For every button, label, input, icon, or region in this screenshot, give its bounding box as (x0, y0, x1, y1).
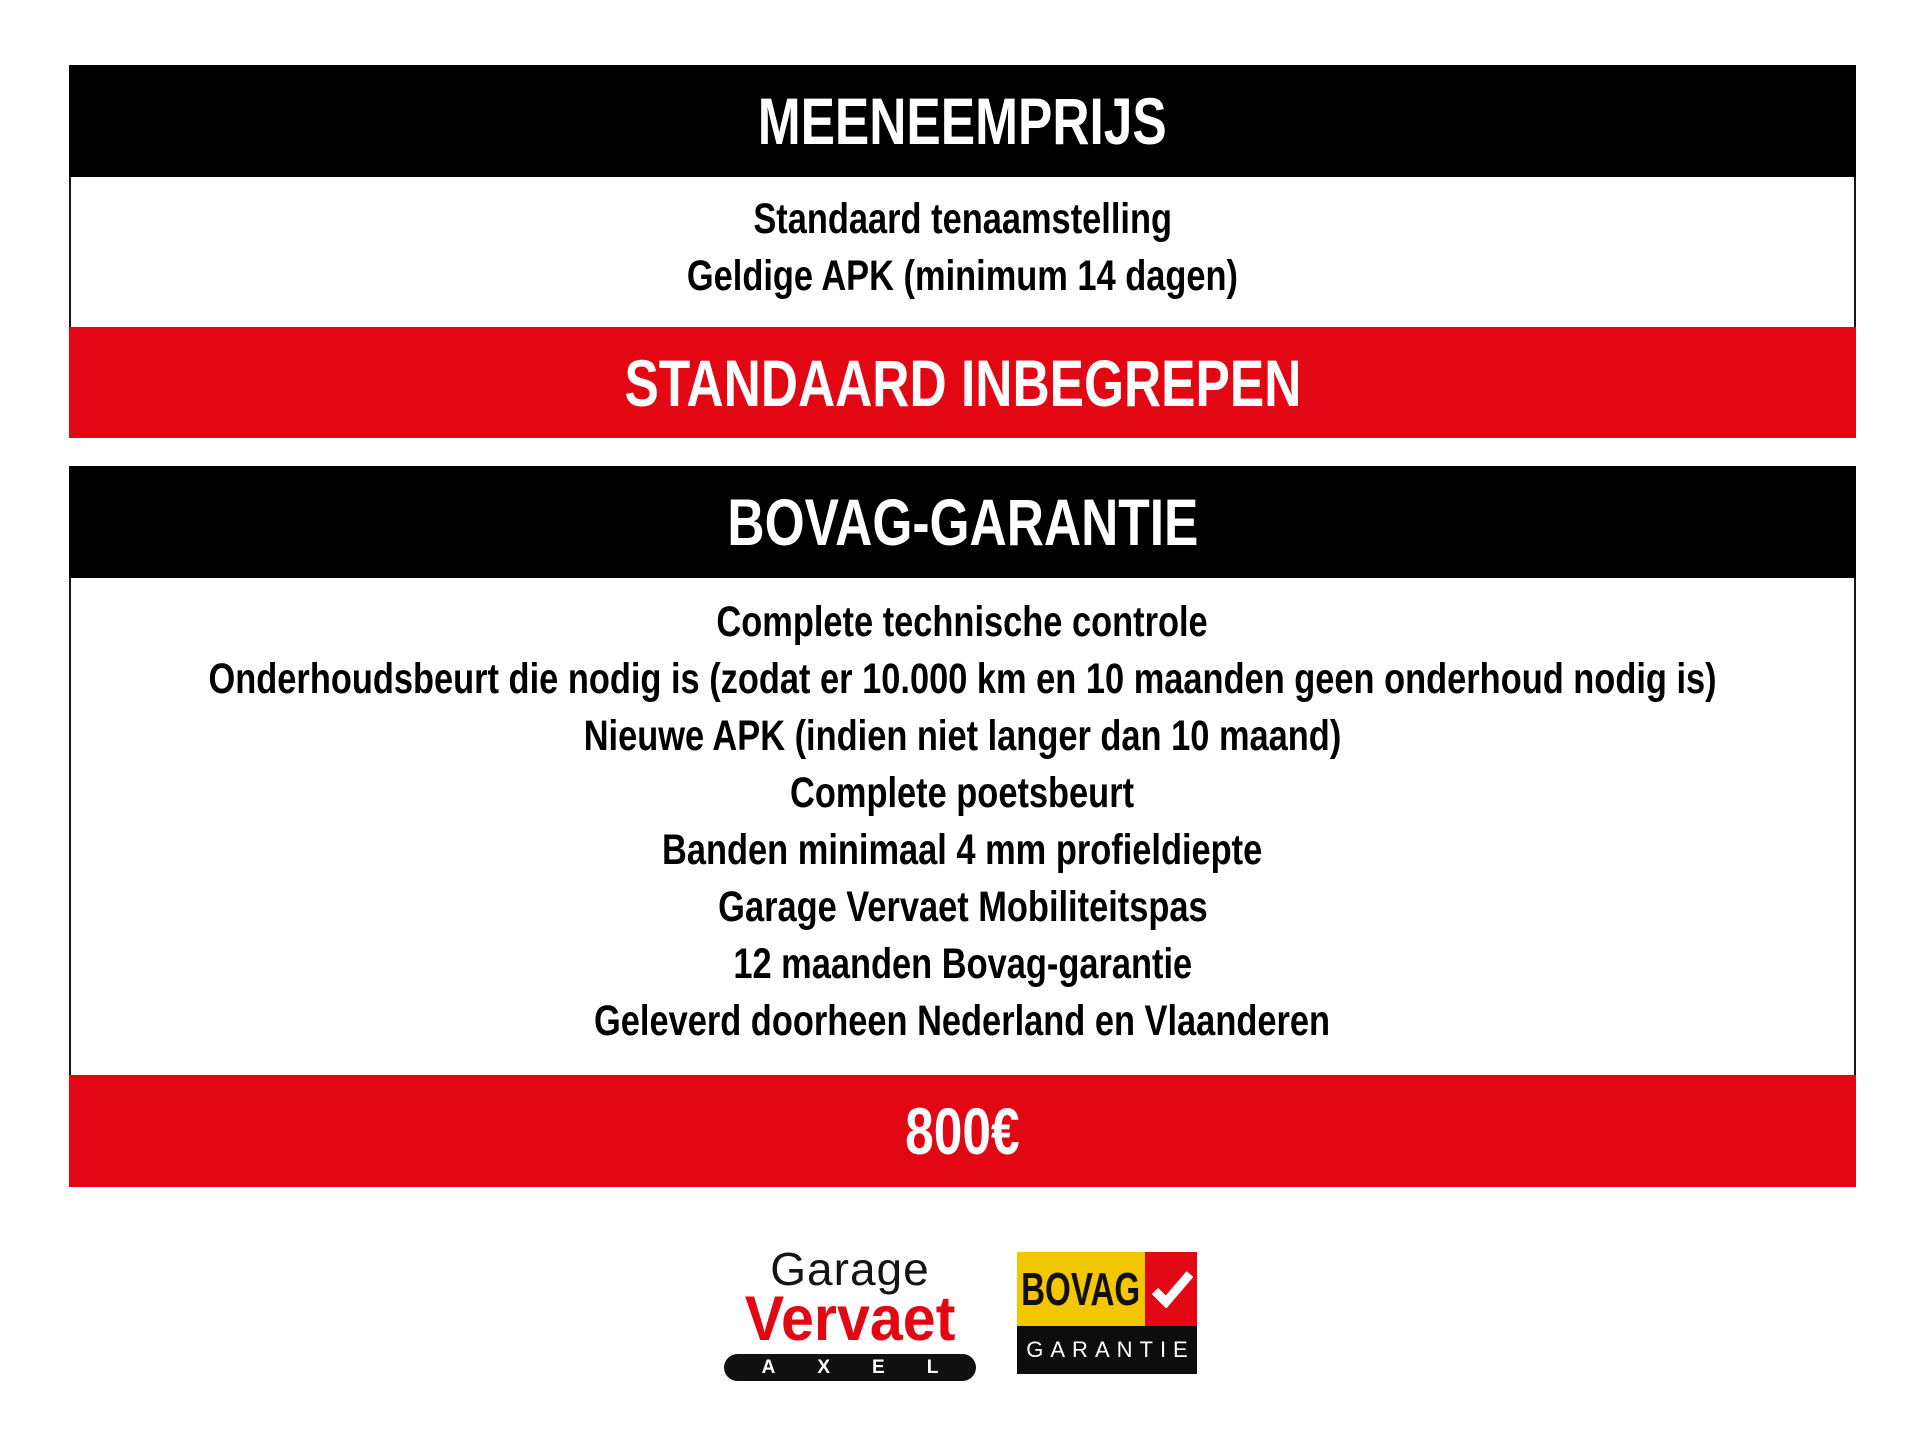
garage-logo-name-text: Vervaet (744, 1284, 956, 1354)
garantie-item (71, 822, 1854, 879)
garage-logo-top-text: Garage (770, 1243, 930, 1295)
garantie-item-text: Banden minimaal 4 mm profieldiepte (662, 826, 1263, 874)
condition-line (71, 191, 1854, 248)
price-text: 800€ (905, 1094, 1020, 1168)
garantie-item-text: Onderhoudsbeurt die nodig is (zodat er 10.000 km en 10 maanden geen onderhoud nodig is) (208, 655, 1717, 703)
axel-badge-text: AXEL (761, 1357, 981, 1378)
check-icon (1149, 1270, 1193, 1308)
garage-logo-name-row (724, 1284, 976, 1354)
garantie-item (71, 879, 1854, 936)
garantie-item-text: Complete poetsbeurt (790, 769, 1135, 817)
bovag-logo-yellow-box (1017, 1252, 1145, 1326)
garantie-item-text: Geleverd doorheen Nederland en Vlaanderen (594, 997, 1331, 1045)
bovag-logo-top-row (1017, 1252, 1197, 1326)
bovag-garantie-title: BOVAG-GARANTIE (727, 485, 1198, 559)
garantie-item-text: 12 maanden Bovag-garantie (733, 940, 1192, 988)
garantie-item (71, 765, 1854, 822)
garantie-items-box (69, 578, 1856, 1075)
bovag-logo-bottom-row (1017, 1326, 1197, 1374)
axel-badge (724, 1354, 981, 1381)
garantie-item-text: Complete technische controle (716, 598, 1209, 646)
meeneemprijs-title: MEENEEMPRIJS (757, 84, 1168, 158)
bovag-logo-red-box (1145, 1252, 1197, 1326)
garantie-item (71, 708, 1854, 765)
condition-line (71, 248, 1854, 305)
condition-text: Geldige APK (minimum 14 dagen) (686, 252, 1239, 300)
meeneemprijs-conditions-box (69, 177, 1856, 327)
garantie-item (71, 993, 1854, 1050)
garantie-item (71, 936, 1854, 993)
garantie-item-text: Nieuwe APK (indien niet langer dan 10 maand) (583, 712, 1342, 760)
bovag-logo-garantie-text: GARANTIE (1026, 1337, 1195, 1362)
garantie-item (71, 651, 1854, 708)
meeneemprijs-header-bar (69, 65, 1856, 177)
condition-text: Standaard tenaamstelling (753, 195, 1172, 243)
bovag-garantie-logo (1017, 1252, 1197, 1374)
garantie-item-text: Garage Vervaet Mobiliteitspas (717, 883, 1208, 931)
standaard-inbegrepen-text: STANDAARD INBEGREPEN (624, 345, 1301, 420)
garage-vervaet-logo (724, 1243, 981, 1381)
garantie-item (71, 594, 1854, 651)
price-banner (69, 1075, 1856, 1187)
bovag-garantie-header-bar (69, 466, 1856, 578)
standaard-inbegrepen-banner (69, 327, 1856, 438)
bovag-logo-brand-text: BOVAG (1021, 1263, 1141, 1315)
